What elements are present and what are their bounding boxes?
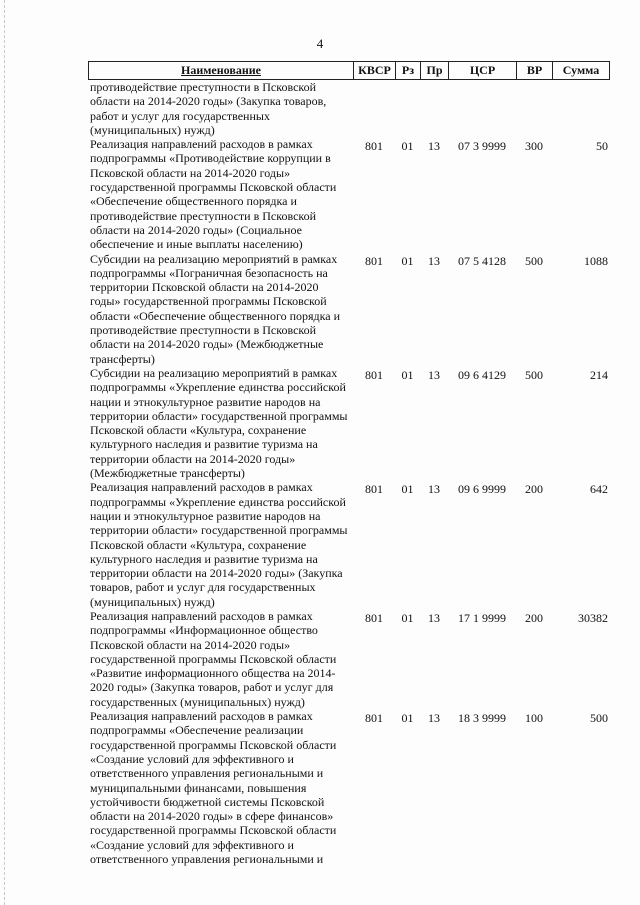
row-rz: 01 [401,610,414,625]
row-pr: 13 [428,139,440,154]
row-sum: 1088 [584,253,608,268]
row-csr [448,80,516,137]
row-name: противодействие преступности в Псковской области на 2014-2020 годы» (Закупка товаров, работ и услуг для государственных (муниципальных) нужд) [90,80,327,137]
row-kvsr: 801 [365,711,383,726]
row-pr [420,80,448,137]
row-rz: 01 [401,482,414,497]
header-sum: Сумма [552,62,610,79]
table-row [88,709,610,866]
row-sum: 642 [590,482,608,497]
header-csr: ЦСР [448,62,516,79]
row-name: Реализация направлений расходов в рамках подпрограммы «Информационное общество Псковской области на 2014-2020 годы» государственной программы Псковской области «Развитие информационного общества на 2014-2020 годы» (Закупка товаров, работ и услуг для государственных (муниципальных) нужд) [90,608,337,709]
table-row [88,252,610,366]
header-pr: Пр [420,62,448,79]
header-rz: Рз [395,62,420,79]
table-row [88,80,610,137]
page-number: 4 [316,36,324,51]
row-kvsr: 801 [365,367,383,382]
row-sum: 214 [590,367,608,382]
table-row [88,609,610,709]
table-header [88,61,610,80]
row-pr: 13 [428,711,440,726]
row-sum [552,80,610,137]
table-row [88,137,610,251]
row-name: Субсидии на реализацию мероприятий в рамках подпрограммы «Укрепление единства российской нации и этнокультурное развитие народов на территории области» государственной программы Псковской области «Культура, сохранение культурного наследия и развитие туризма на территории области на 2014-2020 годы» (Межбюджетные трансферты) [90,365,348,481]
row-sum: 500 [590,711,608,726]
row-sum: 30382 [578,610,608,625]
row-name: Реализация направлений расходов в рамках подпрограммы «Обеспечение реализации государственной программы Псковской области «Создание условий для эффективного и ответственного управления региональными и муниципальными финансами, повышения устойчивости бюджетной системы Псковской области на 2014-2020 годы» в сфере финансов» государственной программы Псковской области «Создание условий для эффективного и ответственного управления региональными и [90,709,337,867]
row-vr [516,80,552,137]
row-kvsr: 801 [365,482,383,497]
row-rz: 01 [401,253,414,268]
table-row [88,366,610,480]
row-sum: 50 [596,139,608,154]
table-row [88,480,610,609]
row-csr: 07 3 9999 [458,139,506,154]
header-kvsr: КВСР [353,62,395,79]
scan-edge [4,0,6,905]
row-csr: 07 5 4128 [458,253,506,268]
row-kvsr [353,80,395,137]
row-pr: 13 [428,482,440,497]
row-name: Субсидии на реализацию мероприятий в рамках подпрограммы «Пограничная безопасность на территории Псковской области на 2014-2020 годы» государственной программы Псковской области «Обеспечение общественного порядка и противодействие преступности в Псковской области на 2014-2020 годы» (Межбюджетные трансферты) [90,251,341,366]
budget-table [88,61,610,866]
row-rz: 01 [401,139,414,154]
row-pr: 13 [428,253,440,268]
row-csr: 18 3 9999 [458,711,506,726]
row-rz [395,80,420,137]
row-kvsr: 801 [365,139,383,154]
row-pr: 13 [428,367,440,382]
row-pr: 13 [428,610,440,625]
header-vr: ВР [516,62,552,79]
row-vr: 500 [525,367,543,382]
row-csr: 09 6 9999 [458,482,506,497]
row-vr: 200 [525,482,543,497]
row-vr: 100 [525,711,543,726]
row-vr: 200 [525,610,543,625]
row-kvsr: 801 [365,253,383,268]
row-name: Реализация направлений расходов в рамках подпрограммы «Противодействие коррупции в Псковской области на 2014-2020 годы» государственной программы Псковской области «Обеспечение общественного порядка и противодействие преступности в Псковской области на 2014-2020 годы» (Социальное обеспечение и иные выплаты населению) [90,137,337,252]
row-vr: 300 [525,139,543,154]
row-name: Реализация направлений расходов в рамках подпрограммы «Укрепление единства российской нации и этнокультурное развитие народов на территории области» государственной программы Псковской области «Культура, сохранение культурного наследия и развитие туризма на территории области на 2014-2020 годы» (Закупка товаров, работ и услуг для государственных (муниципальных) нужд) [90,480,348,609]
row-csr: 09 6 4129 [458,367,506,382]
row-rz: 01 [401,711,414,726]
row-rz: 01 [401,367,414,382]
row-kvsr: 801 [365,610,383,625]
row-vr: 500 [525,253,543,268]
row-csr: 17 1 9999 [458,610,506,625]
header-name: Наименование [88,62,353,79]
